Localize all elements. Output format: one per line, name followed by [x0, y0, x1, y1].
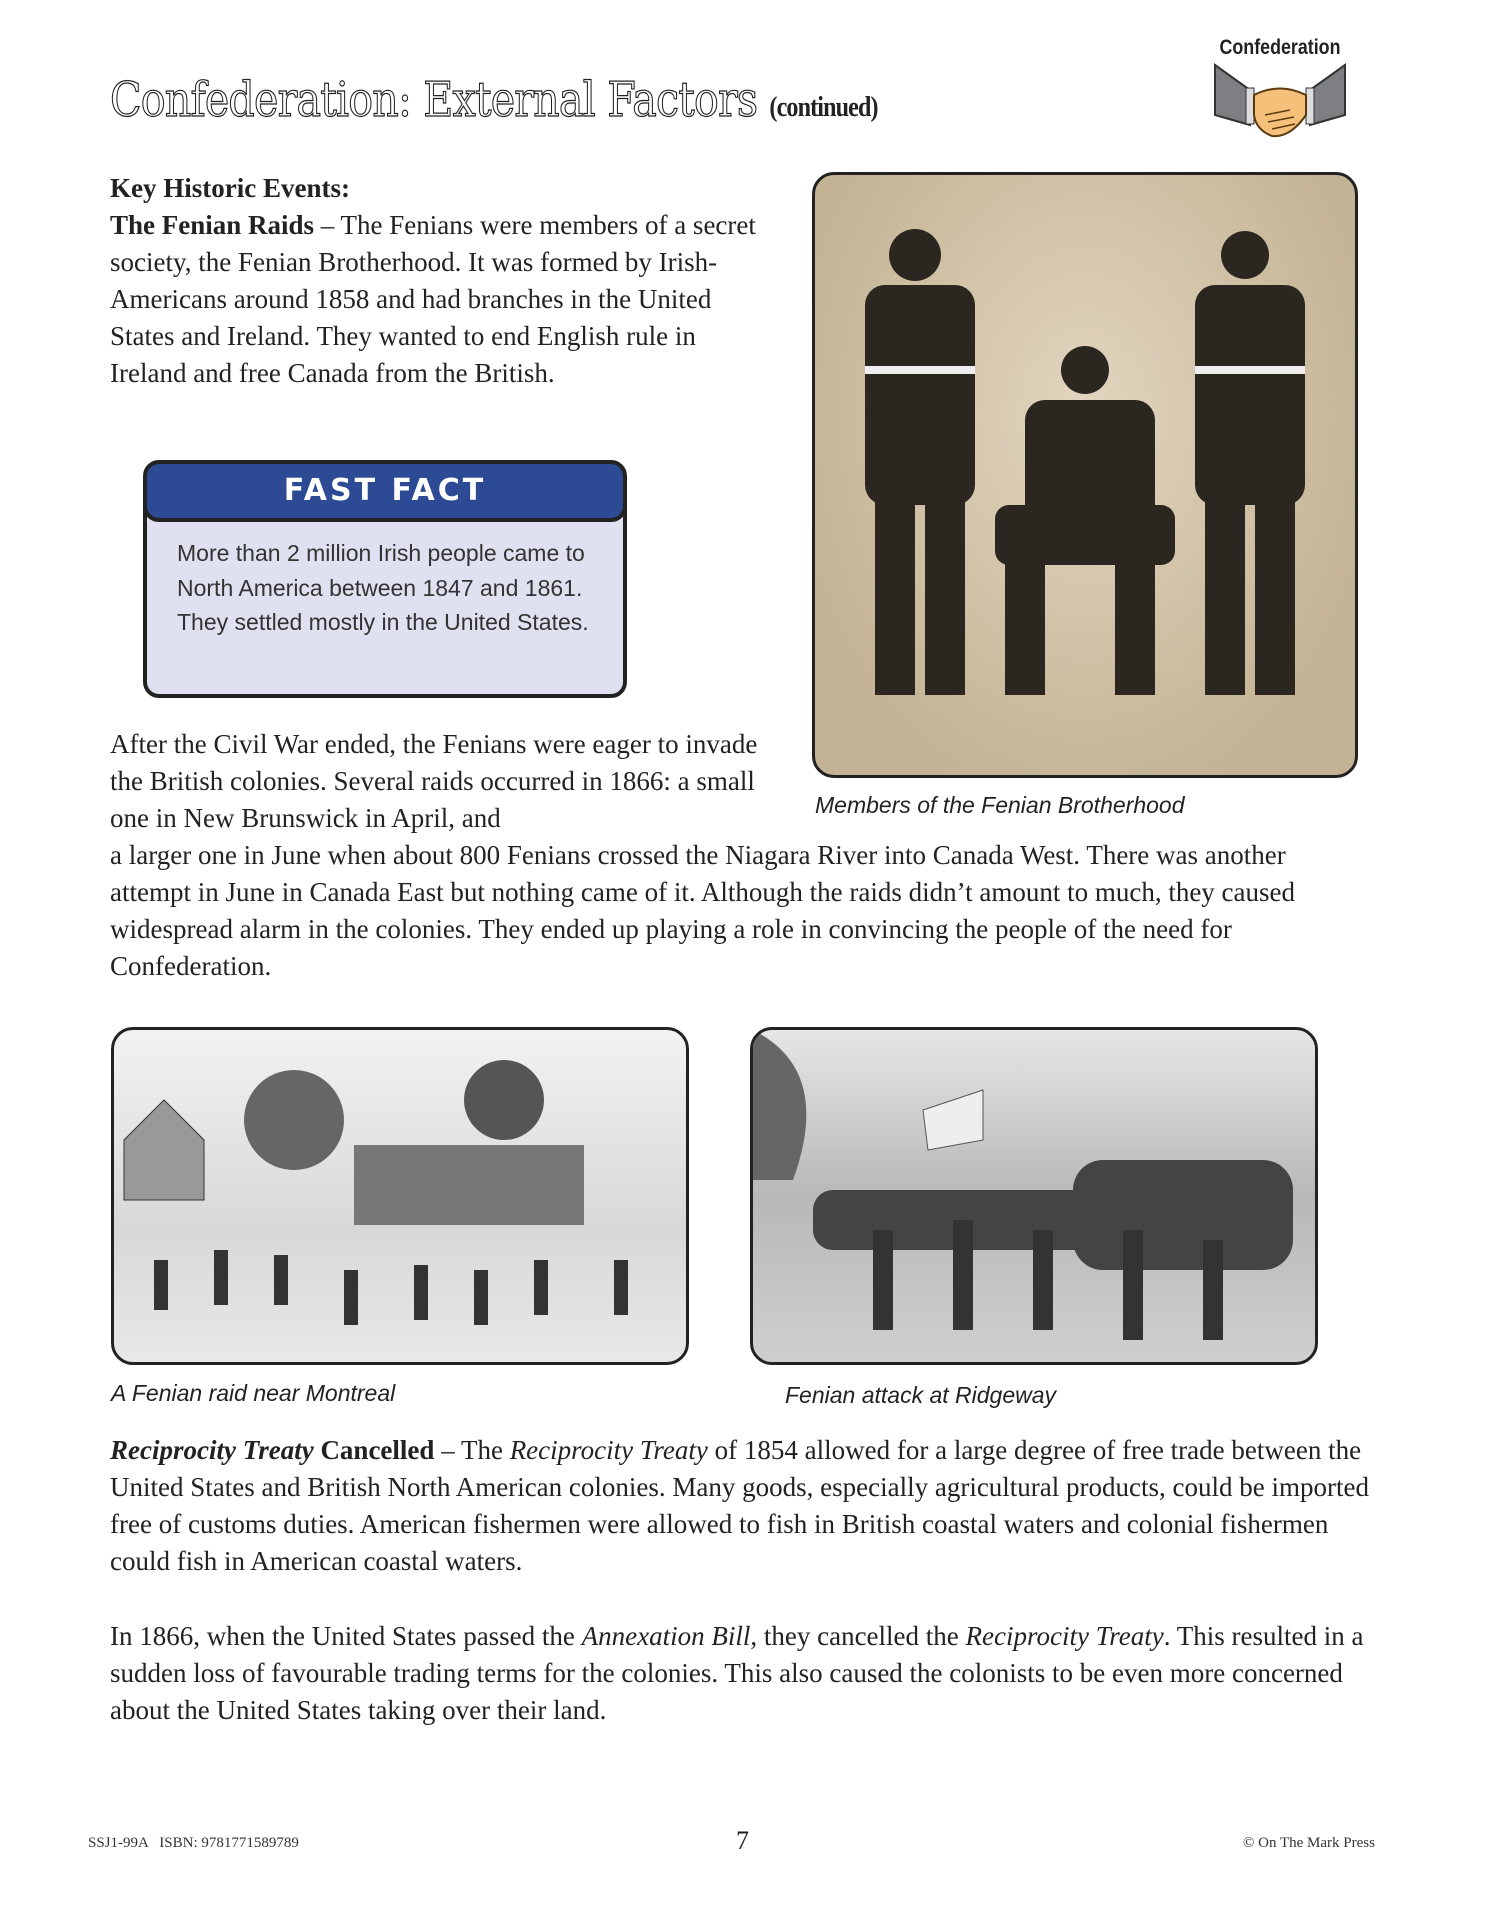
montreal-raid-image — [111, 1027, 689, 1365]
text: of 1854 allowed for a large degree of free trade between the United States and British North American colonies. Many goods, especially agricultural products, could be imported free of customs duties. American fishermen were allowed to fish in British coastal waters and colonial fishermen could fish in American coastal waters. — [110, 1435, 1369, 1576]
footer-copyright: © On The Mark Press — [1243, 1835, 1375, 1851]
fenian-para2-full: a larger one in June when about 800 Fenians crossed the Niagara River into Canada West. There was another attempt in June in Canada East but nothing came of it. Although the raids didn’t amount to much, they caused widespread alarm in the colonies. They ended up playing a role in convincing the people of the need for Confederation. — [110, 840, 1296, 981]
footer-code: SSJ1-99A ISBN: 9781771589789 — [88, 1835, 299, 1851]
page-title — [110, 72, 878, 128]
reciprocity-title-rest: Cancelled — [313, 1435, 435, 1465]
page-number: 7 — [736, 1826, 749, 1855]
treaty-name: Reciprocity Treaty — [509, 1435, 708, 1465]
montreal-caption: A Fenian raid near Montreal — [111, 1380, 396, 1406]
ridgeway-caption: Fenian attack at Ridgeway — [785, 1382, 1057, 1408]
text: In 1866, when the United States passed the — [110, 1621, 582, 1651]
confederation-logo — [1205, 36, 1355, 145]
treaty-name: Reciprocity Treaty — [965, 1621, 1164, 1651]
reciprocity-para2 — [110, 1618, 1370, 1729]
fenian-intro — [110, 170, 770, 392]
section-heading: Key Historic Events: — [110, 173, 350, 203]
fast-fact-title: FAST FACT — [143, 460, 627, 522]
ridgeway-attack-image — [750, 1027, 1318, 1365]
fenian-brotherhood-caption: Members of the Fenian Brotherhood — [815, 792, 1185, 818]
fenian-intro-text: – The Fenians were members of a secret society, the Fenian Brotherhood. It was formed by Irish-Americans around 1858 and had branches in the United States and Ireland. They wanted to end English rule in Ireland and free Canada from the British. — [110, 210, 756, 388]
logo-label: Confederation — [1219, 36, 1341, 59]
fenian-para2-wrapped: After the Civil War ended, the Fenians were eager to invade the British colonies. Several raids occurred in 1866: a small one in New Brunswick in April, and — [110, 729, 758, 833]
title-text: Confederation: External Factors — [110, 72, 758, 128]
fast-fact-box — [143, 460, 627, 698]
text: . This resulted in a sudden loss of favourable trading terms for the colonies. This also caused the colonists to be even more concerned about the United States taking over their land. — [110, 1621, 1364, 1725]
fenian-men-figures — [815, 175, 1355, 775]
fast-fact-text: More than 2 million Irish people came to North America between 1847 and 1861. They settled mostly in the United States. — [143, 504, 627, 698]
text: , they cancelled the — [750, 1621, 966, 1651]
handshake-icon — [1210, 60, 1350, 140]
text: – The — [434, 1435, 510, 1465]
ridgeway-battle-scene — [753, 1030, 1315, 1362]
reciprocity-title-italic: Reciprocity Treaty — [110, 1435, 314, 1465]
title-suffix: (continued) — [769, 92, 878, 123]
fenian-raids-title: The Fenian Raids — [110, 210, 315, 240]
reciprocity-para1 — [110, 1432, 1370, 1580]
fenian-brotherhood-photo — [812, 172, 1358, 778]
bill-name: Annexation Bill — [581, 1621, 751, 1651]
montreal-raid-engraving — [114, 1030, 686, 1362]
